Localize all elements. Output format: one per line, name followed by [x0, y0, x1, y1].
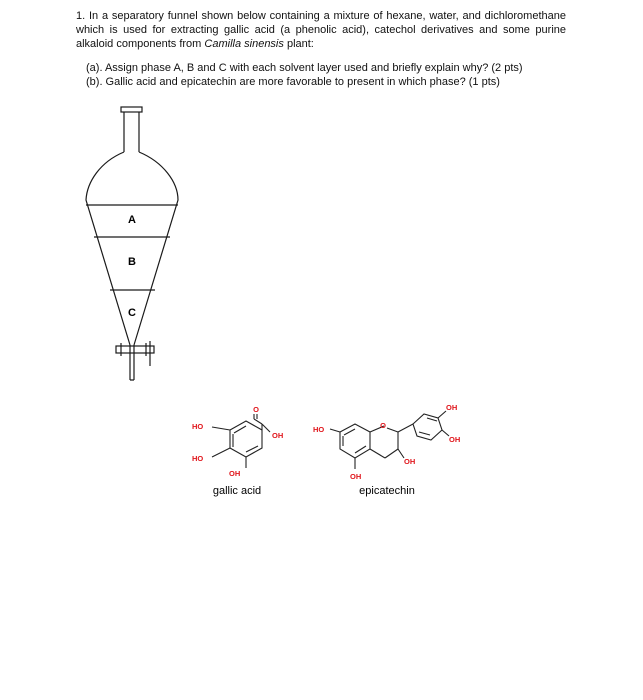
epicatechin-ho-left: HO — [313, 425, 325, 434]
epicatechin-structure — [330, 411, 449, 469]
stopcock — [116, 346, 154, 353]
question-body: In a separatory funnel shown below containing a mixture of hexane, water, and dichloromethane which is used for extracting gallic acid (a phenolic acid), catechol derivatives and some purine alkaloid components from — [76, 10, 566, 50]
gallic-ho-bottom: HO — [192, 454, 204, 463]
part-b: (b). Gallic acid and epicatechin are more favorable to present in which phase? (1 pts) — [86, 76, 500, 88]
gallic-acid-structure — [212, 414, 270, 468]
funnel-stopper-rim — [121, 107, 142, 112]
gallic-carbonyl-o: O — [253, 405, 259, 414]
funnel-neck — [124, 112, 139, 152]
epicatechin-ring-o: O — [380, 421, 386, 430]
phase-label-c: C — [128, 307, 136, 319]
phase-label-a: A — [128, 214, 136, 226]
part-a: (a). Assign phase A, B and C with each solvent layer used and briefly explain why? (2 pts) — [86, 62, 523, 74]
epicatechin-oh-top-right: OH — [446, 403, 458, 412]
phase-label-b: B — [128, 256, 136, 268]
epicatechin-oh-right: OH — [449, 435, 461, 444]
funnel-stem — [130, 345, 134, 380]
gallic-oh-bottom: OH — [229, 469, 241, 478]
plant-name: Camilla sinensis — [204, 38, 284, 50]
question-body-end: plant: — [286, 38, 314, 50]
gallic-acid-oh: OH — [272, 431, 284, 440]
separatory-funnel — [86, 107, 178, 380]
epicatechin-name: epicatechin — [359, 485, 415, 497]
question-number: 1. — [76, 10, 86, 22]
epicatechin-oh-bottom: OH — [350, 472, 362, 481]
epicatechin-oh-c3: OH — [404, 457, 416, 466]
gallic-ho-top: HO — [192, 422, 204, 431]
gallic-acid-name: gallic acid — [212, 485, 262, 497]
